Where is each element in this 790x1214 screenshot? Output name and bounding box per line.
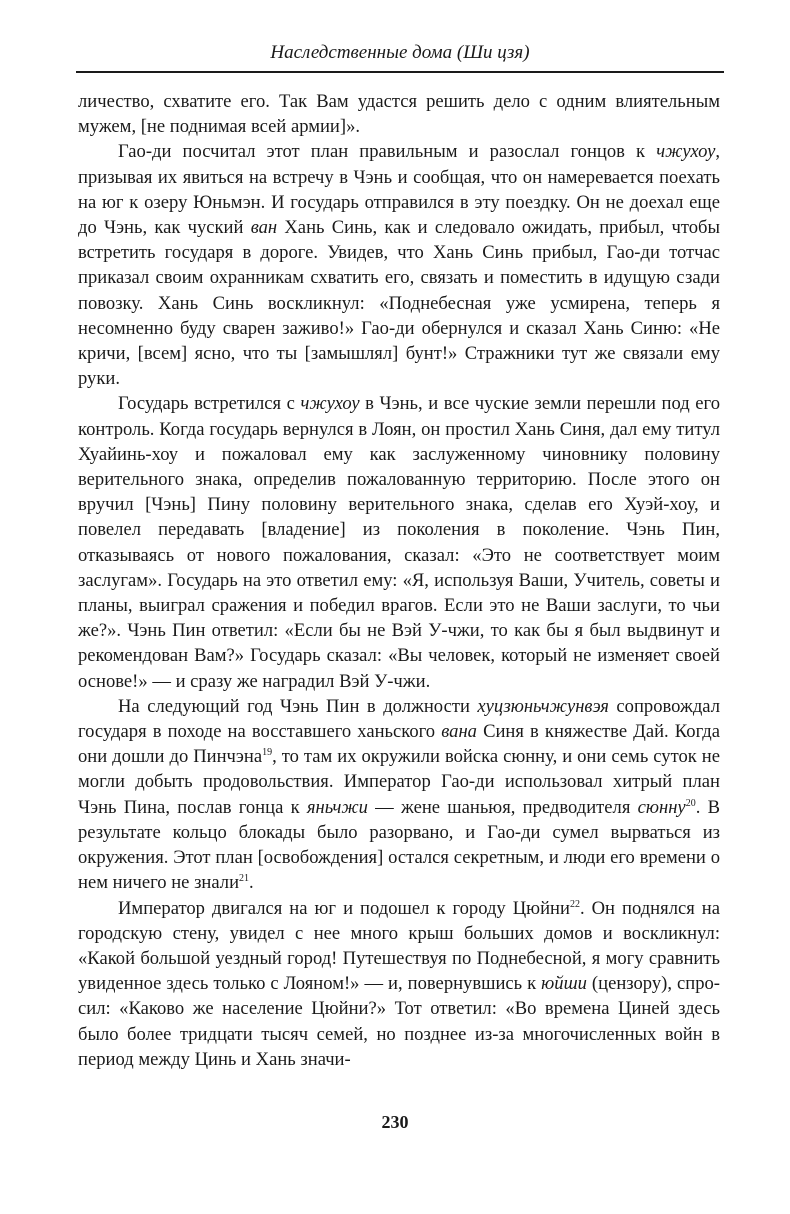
text-run: — жене шаньюя, предводителя <box>367 796 638 818</box>
paragraph <box>78 139 720 391</box>
paragraph <box>78 694 720 896</box>
italic-term: яньчжи <box>306 796 368 818</box>
text-run: (цензору), спросил: «Каково же население Цюйни?» Тот ответил: «Во времена Циней здесь было более тридцати тысяч семей, но позднее из-за многочисленных войн в период между Цинь и Хань значи- <box>78 973 720 1070</box>
text-run: Гао-ди посчитал этот план правильным и разослал гонцов к <box>118 141 657 163</box>
italic-term: вана <box>441 721 477 743</box>
text-run: . Он поднялся на городскую стену, увидел с нее много крыш больших домов и воскликнул: «Какой большой уездный город! Путешествуя по Поднебесной, я могу сравнить увиденное здесь только с Лояном!» — и, повернувшись к <box>78 897 721 995</box>
italic-term: чжухоу <box>656 141 716 163</box>
text-run: в Чэнь, и все чуские земли перешли под его контроль. Когда государь вернулся в Лоян, он простил Хань Синя, дал ему титул Хуайинь-хоу и пожаловал ему как заслуженному чиновнику половину верительного знака, определив пожалованную территорию. После этого он вручил [Чэнь] Пину половину верительного знака, сделав его Хуэй-хоу, и повелел передавать [владение] из поколения в поколение. Чэнь Пин, отказываясь от нового пожалования, сказал: «Это не соответствует моим заслугам». Государь на это ответил ему: «Я, используя Ваши, Учитель, советы и планы, выиграл сражения и победил врагов. Если это не Ваши заслуги, то чьи же?». Чэнь Пин ответил: «Если бы не Вэй У-чжи, то как бы я был выдвинут и рекомендован Вам?» Государь сказал: «Вы человек, который не изменяет своей основе!» — и сразу же наградил Вэй У-чжи. <box>78 393 720 692</box>
header-rule <box>76 71 724 73</box>
footnote-ref: 22 <box>569 898 580 910</box>
paragraph <box>78 391 720 693</box>
text-run: Хань Синь, как и следовало ожидать, прибыл, чтобы встретить государя в дороге. Увидев, что Хань Синь прибыл, Гао-ди тотчас приказал своим охранникам схватить его, связать и поместить в идущую сзади повозку. Хань Синь воскликнул: «Поднебесная уже усмирена, теперь я несомненно буду сварен заживо!» Гао-ди обернулся и сказал Хань Синю: «Не кричи, [всем] ясно, что ты [замышлял] бунт!» Стражники тут же связали ему руки. <box>78 217 720 390</box>
text-run: , то там их окружили войска сюнну, и они семь суток не могли добыть продовольствия. Император Гао-ди использовал хитрый план Чэнь Пина, послав гонца к <box>78 746 720 818</box>
text-run: Император двигался на юг и подошел к городу Цюйни <box>118 897 570 919</box>
footnote-ref: 20 <box>685 797 696 809</box>
italic-term: сюнну <box>637 796 686 818</box>
text-run: личество, схватите его. Так Вам удастся решить дело с одним влиятельным мужем, [не поднимая всей армии]». <box>78 91 720 138</box>
text-run: Синя в княжестве Дай. Когда они дошли до Пинчэна <box>78 721 720 768</box>
footnote-ref: 19 <box>262 747 273 759</box>
italic-term: юйши <box>541 973 587 995</box>
italic-term: хуцзюньчжунвэя <box>477 695 609 717</box>
footnote-ref: 21 <box>239 873 250 885</box>
body-text <box>78 89 720 1072</box>
paragraph <box>78 896 720 1072</box>
text-run: , призывая их явиться на встречу в Чэнь и сообщая, что он намеревается поехать на юг к озеру Юньмэн. И государь отправился в эту поездку. Он не доехал еще до Чэнь, как чуский <box>78 141 720 239</box>
text-run: сопровождал государя в походе на восставшего ханьского <box>78 695 720 743</box>
text-run: . <box>249 872 254 894</box>
text-run: На следующий год Чэнь Пин в должности <box>118 695 478 717</box>
paragraph <box>78 89 720 139</box>
italic-term: чжухоу <box>300 393 360 415</box>
italic-term: ван <box>250 217 278 239</box>
page-number: 230 <box>381 1112 409 1132</box>
running-title: Наследственные дома (Ши цзя) <box>270 42 530 63</box>
text-run: Государь встретился с <box>118 393 301 415</box>
text-run: . В результате кольцо блокады было разорвано, и Гао-ди сумел вырваться из окружения. Этот план [освобождения] остался секретным, и люди его времени о нем ничего не знали <box>78 796 720 894</box>
